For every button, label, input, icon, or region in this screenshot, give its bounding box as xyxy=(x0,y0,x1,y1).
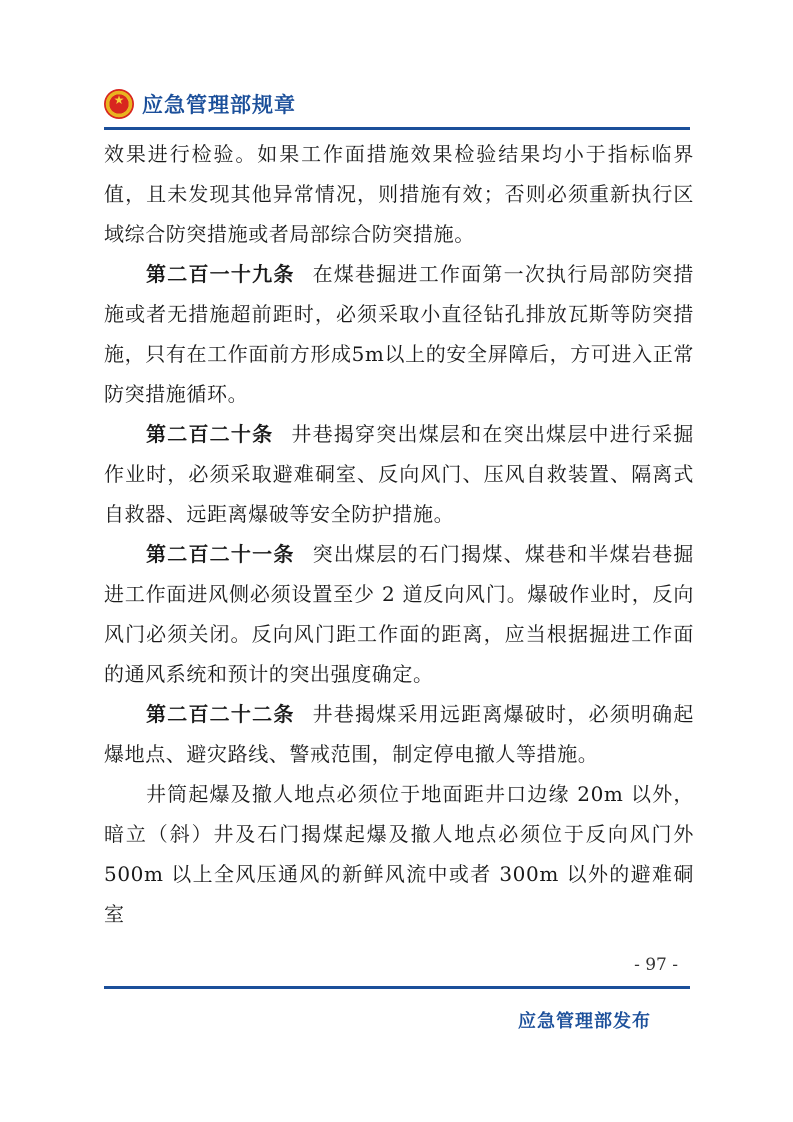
article-number: 第二百一十九条 xyxy=(146,262,295,286)
article-number: 第二百二十一条 xyxy=(146,542,295,566)
paragraph xyxy=(104,534,694,694)
paragraph-text: 井巷揭穿突出煤层和在突出煤层中进行采掘作业时，必须采取避难硐室、反向风门、压风自救装置、隔离式自救器、远距离爆破等安全防护措施。 xyxy=(104,422,694,526)
page-number: - 97 - xyxy=(634,955,678,975)
page-header xyxy=(104,84,296,124)
paragraph-text: 在煤巷掘进工作面第一次执行局部防突措施或者无措施超前距时，必须采取小直径钻孔排放瓦斯等防突措施，只有在工作面前方形成5m以上的安全屏障后，方可进入正常防突措施循环。 xyxy=(104,262,694,406)
article-number: 第二百二十二条 xyxy=(146,702,295,726)
footer-publisher: 应急管理部发布 xyxy=(518,1011,651,1032)
header-divider xyxy=(104,127,690,130)
document-body xyxy=(104,134,694,934)
paragraph xyxy=(104,694,694,774)
paragraph xyxy=(104,414,694,534)
paragraph xyxy=(104,134,694,254)
paragraph xyxy=(104,254,694,414)
article-number: 第二百二十条 xyxy=(146,422,274,446)
paragraph xyxy=(104,774,694,934)
paragraph-text: 井巷揭煤采用远距离爆破时，必须明确起爆地点、避灾路线、警戒范围，制定停电撤人等措施。 xyxy=(104,702,694,766)
paragraph-text: 突出煤层的石门揭煤、煤巷和半煤岩巷掘进工作面进风侧必须设置至少 2 道反向风门。爆破作业时，反向风门必须关闭。反向风门距工作面的距离，应当根据掘进工作面的通风系统和预计的突出强度确定。 xyxy=(104,542,694,686)
paragraph-text: 井筒起爆及撤人地点必须位于地面距井口边缘 20m 以外，暗立（斜）井及石门揭煤起爆及撤人地点必须位于反向风门外500m 以上全风压通风的新鲜风流中或者 300m 以外的避难硐室 xyxy=(104,782,694,926)
footer-divider xyxy=(104,986,690,989)
national-emblem-icon: ★ xyxy=(104,89,134,119)
header-title: 应急管理部规章 xyxy=(142,93,296,117)
paragraph-text: 效果进行检验。如果工作面措施效果检验结果均小于指标临界值，且未发现其他异常情况，则措施有效；否则必须重新执行区域综合防突措施或者局部综合防突措施。 xyxy=(104,142,694,246)
